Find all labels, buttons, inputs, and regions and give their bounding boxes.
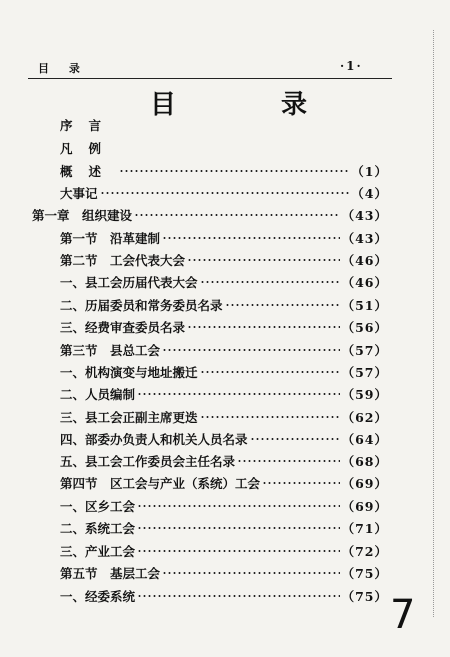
toc-page: （75） [341, 589, 388, 604]
leader-dots [225, 304, 340, 306]
toc-page: （72） [341, 544, 388, 559]
leader-dots [137, 505, 340, 507]
toc-title: 一、区乡工会 [60, 499, 136, 514]
toc-page: （64） [341, 432, 388, 447]
toc-title: 凡例 [60, 141, 118, 156]
toc-entry-notes [60, 139, 117, 157]
toc-title: 序言 [60, 118, 118, 133]
running-head: 目 录 [38, 62, 88, 75]
toc-title: 第二节 工会代表大会 [60, 253, 186, 268]
toc-page: （69） [341, 499, 388, 514]
toc-page: （1） [351, 164, 388, 179]
toc-title: 大事记 [60, 186, 98, 201]
toc-title: 概述 [60, 164, 118, 179]
leader-dots [200, 281, 340, 283]
leader-dots [137, 595, 340, 597]
toc-title: 第一章 组织建设 [32, 208, 133, 223]
toc-title: 第四节 区工会与产业（系统）工会 [60, 476, 261, 491]
toc-title: 二、人员编制 [60, 387, 136, 402]
toc-title: 第五节 基层工会 [60, 566, 161, 581]
toc-page: （46） [341, 253, 388, 268]
leader-dots [137, 527, 340, 529]
handwritten-page-number: 7 [390, 592, 416, 638]
leader-dots [237, 460, 340, 462]
toc-title: 一、机构演变与地址搬迁 [60, 365, 198, 380]
toc-entry [60, 587, 388, 605]
leader-dots [100, 192, 350, 194]
leader-dots [262, 482, 340, 484]
toc-entry-preface [60, 116, 117, 134]
leader-dots [119, 170, 349, 172]
leader-dots [134, 214, 340, 216]
toc-entry [60, 363, 388, 381]
toc-entry [60, 519, 388, 537]
toc-entry [60, 273, 388, 291]
toc-entry [60, 452, 388, 470]
toc-page: （46） [341, 275, 388, 290]
toc-entry [60, 184, 388, 202]
toc-title: 一、县工会历届代表大会 [60, 275, 198, 290]
toc-title: 三、产业工会 [60, 544, 136, 559]
page-title: 目 录 [150, 90, 356, 120]
toc-page: （56） [341, 320, 388, 335]
toc-page: （62） [341, 410, 388, 425]
toc-entry [60, 542, 388, 560]
leader-dots [137, 393, 340, 395]
toc-title: 二、历届委员和常务委员名录 [60, 298, 223, 313]
leader-dots [200, 371, 340, 373]
header-rule [28, 78, 392, 79]
toc-page: （51） [341, 298, 388, 313]
toc-entry [60, 229, 388, 247]
toc-page: （43） [341, 208, 388, 223]
toc-entry [60, 430, 388, 448]
toc-entry [60, 497, 388, 515]
toc-entry [60, 296, 388, 314]
toc-title: 第一节 沿革建制 [60, 231, 161, 246]
leader-dots [162, 349, 340, 351]
toc-page: （69） [341, 476, 388, 491]
toc-page: （68） [341, 454, 388, 469]
toc-entry [60, 385, 388, 403]
toc-title: 第三节 县总工会 [60, 343, 161, 358]
page-marker: ·1· [340, 59, 363, 73]
toc-page: （43） [341, 231, 388, 246]
toc-page: （71） [341, 521, 388, 536]
leader-dots [250, 438, 340, 440]
leader-dots [137, 550, 340, 552]
toc-page: （57） [341, 365, 388, 380]
toc-title: 四、部委办负责人和机关人员名录 [60, 432, 248, 447]
leader-dots [162, 572, 340, 574]
toc-entry-chapter [32, 206, 388, 224]
toc-title: 三、经费审查委员名录 [60, 320, 186, 335]
toc-entry [60, 564, 388, 582]
toc-title: 一、经委系统 [60, 589, 136, 604]
toc-entry [60, 408, 388, 426]
leader-dots [162, 237, 340, 239]
leader-dots [187, 326, 340, 328]
leader-dots [200, 416, 340, 418]
toc-title: 五、县工会工作委员会主任名录 [60, 454, 236, 469]
toc-page: （59） [341, 387, 388, 402]
toc-page: （57） [341, 343, 388, 358]
toc-page: （75） [341, 566, 388, 581]
toc-entry [60, 318, 388, 336]
toc-page: （4） [351, 186, 388, 201]
toc-entry [60, 251, 388, 269]
toc-entry [60, 341, 388, 359]
binding-edge [433, 30, 434, 617]
toc-entry [60, 162, 388, 180]
toc-title: 二、系统工会 [60, 521, 136, 536]
toc-title: 三、县工会正副主席更迭 [60, 410, 198, 425]
leader-dots [187, 259, 340, 261]
toc-entry [60, 474, 388, 492]
